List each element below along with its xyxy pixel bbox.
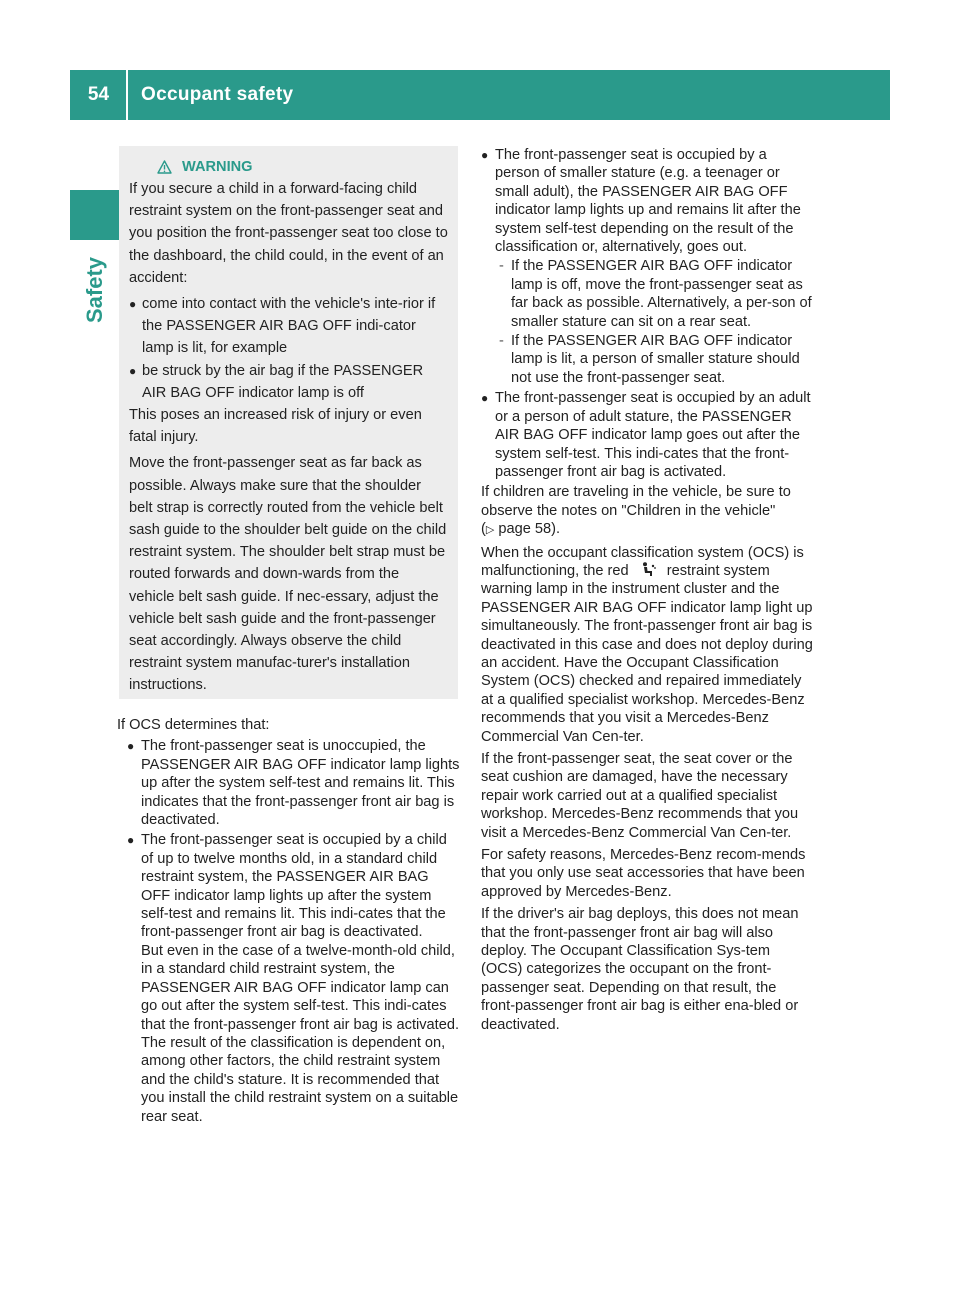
list-item-text: The front-passenger seat is occupied by an adult or a person of adult stature, the PASSENGER AIR BAG OFF indicator lamp goes out after the system self-test. This indi-cates that the front-passenger front air bag is activated. — [495, 390, 811, 480]
page-reference[interactable]: page 58). — [498, 521, 561, 538]
list-item-text: The front-passenger seat is occupied by a person of smaller stature (e.g. a teenager or small adult), the PASSENGER AIR BAG OFF indicator lamp lights up and remains lit after the system self-test depending on the result of the classification or, alternatively, goes out. — [495, 147, 801, 256]
warning-bullets — [129, 293, 448, 404]
sidebar-tab — [70, 250, 120, 330]
warning-heading — [157, 156, 448, 178]
right-column — [481, 146, 814, 1038]
accessories-paragraph: For safety reasons, Mercedes-Benz recom-mends that you only use seat accessories that have been approved by Mercedes-Benz. — [481, 847, 806, 900]
driver-airbag-paragraph: If the driver's air bag deploys, this does not mean that the front-passenger front air bag will also deploy. The Occupant Classification Sys-tem (OCS) categorizes the occupant on the front-passenger seat. Depending on that result, the front-passenger front air bag is either ena-bled or deactivated. — [481, 906, 799, 1033]
ocs-left-list — [127, 737, 460, 1126]
sidebar-tab-marker — [70, 190, 120, 240]
list-item — [127, 737, 460, 829]
list-item-continuation: But even in the case of a twelve-month-old child, in a standard child restraint system, the PASSENGER AIR BAG OFF indicator lamp can go out after the system self-test. This indi-cates that the front-passenger front air bag is activated. The result of the classification is dependent on, among other factors, the child restraint system and the child's stature. It is recommended that you install the child restraint system on a suitable rear seat. — [141, 942, 459, 1125]
bullet-icon: ● — [127, 833, 135, 848]
bullet-icon: ● — [481, 148, 489, 162]
list-item — [129, 360, 448, 404]
bullet-icon: ● — [481, 391, 489, 406]
warning-risk: This poses an increased risk of injury or even fatal injury. — [129, 407, 422, 446]
warning-intro: If you secure a child in a forward-facing child restraint system on the front-passenger seat and you position the front-passenger seat too close to the dashboard, the child could, in the event of an accident: — [129, 181, 448, 286]
sub-list-item — [495, 257, 814, 331]
bullet-icon: ● — [127, 739, 135, 754]
warning-title: WARNING — [182, 159, 253, 175]
warning-advice: Move the front-passenger seat as far back as possible. Always make sure that the shoulder belt strap is correctly routed from the vehicle belt sash guide to the shoulder belt guide on the child restraint system. The shoulder belt strap must be routed forwards and down-wards from the vehicle belt sash guide. If nec-essary, adjust the vehicle belt sash guide and the front-passenger seat accordingly. Always observe the child restraint system manufac-turer's installation instructions. — [129, 455, 447, 694]
warning-box — [119, 146, 458, 699]
seated-person-airbag-icon — [633, 562, 663, 577]
bullet-icon: ● — [129, 297, 137, 312]
malfunction-paragraph: When the occupant classification system (OCS) is malfunctioning, the red restraint system warning lamp in the instrument cluster and the PASSENGER AIR BAG OFF indicator lamp light up simultaneously. The front-passenger front air bag is deactivated in this case and does not deploy during an accident. Have the Occupant Classification System (OCS) checked and repaired immediately at a qualified specialist workshop. Mercedes-Benz recommends that you visit a Mercedes-Benz Commercial Van Cen-ter. — [481, 544, 813, 745]
section-title: Occupant safety — [141, 84, 294, 105]
list-item — [481, 146, 814, 387]
sub-list — [495, 257, 814, 387]
page-number: 54 — [87, 84, 110, 105]
dash-icon: - — [499, 333, 504, 350]
bullet-icon: ● — [129, 363, 137, 378]
list-item-text: The front-passenger seat is unoccupied, the PASSENGER AIR BAG OFF indicator lamp lights up after the system self-test and remains lit. This indicates that the front-passenger front air bag is deactivated. — [141, 738, 460, 829]
sidebar-tab-label: Safety — [82, 256, 108, 324]
ocs-intro: If OCS determines that: — [117, 717, 270, 733]
sub-list-item-text: If the PASSENGER AIR BAG OFF indicator lamp is lit, a person of smaller stature should not use the front-passenger seat. — [511, 333, 800, 386]
list-item-text: come into contact with the vehicle's inte-rior if the PASSENGER AIR BAG OFF indi-cator lamp is lit, for example — [142, 296, 436, 357]
damage-paragraph: If the front-passenger seat, the seat cover or the seat cushion are damaged, have the necessary repair work carried out at a qualified specialist workshop. Mercedes-Benz recommends that you visit a Mercedes-Benz Commercial Van Cen-ter. — [481, 751, 799, 841]
list-item — [127, 831, 460, 1126]
children-note: If children are traveling in the vehicle, be sure to observe the notes on "Children in the vehicle" (▷ page 58). — [481, 484, 791, 538]
page-reference-arrow-icon: ▷ — [485, 524, 495, 537]
sub-list-item-text: If the PASSENGER AIR BAG OFF indicator lamp is off, move the front-passenger seat as far back as possible. Alternatively, a per-son of smaller stature can sit on a rear seat. — [511, 258, 812, 330]
left-column — [117, 146, 460, 1130]
list-item-text: The front-passenger seat is occupied by a child of up to twelve months old, in a standard child restraint system, the PASSENGER AIR BAG OFF indicator lamp lights up after the system self-test and remains lit. This indi-cates that the front-passenger front air bag is deactivated. — [141, 832, 447, 941]
header-divider — [126, 70, 128, 120]
ocs-right-list — [481, 146, 814, 481]
dash-icon: - — [499, 258, 504, 275]
list-item — [129, 293, 448, 360]
list-item-text: be struck by the air bag if the PASSENGER AIR BAG OFF indicator lamp is off — [142, 362, 424, 401]
warning-triangle-icon — [157, 160, 172, 174]
sub-list-item — [495, 332, 814, 387]
list-item — [481, 389, 814, 481]
